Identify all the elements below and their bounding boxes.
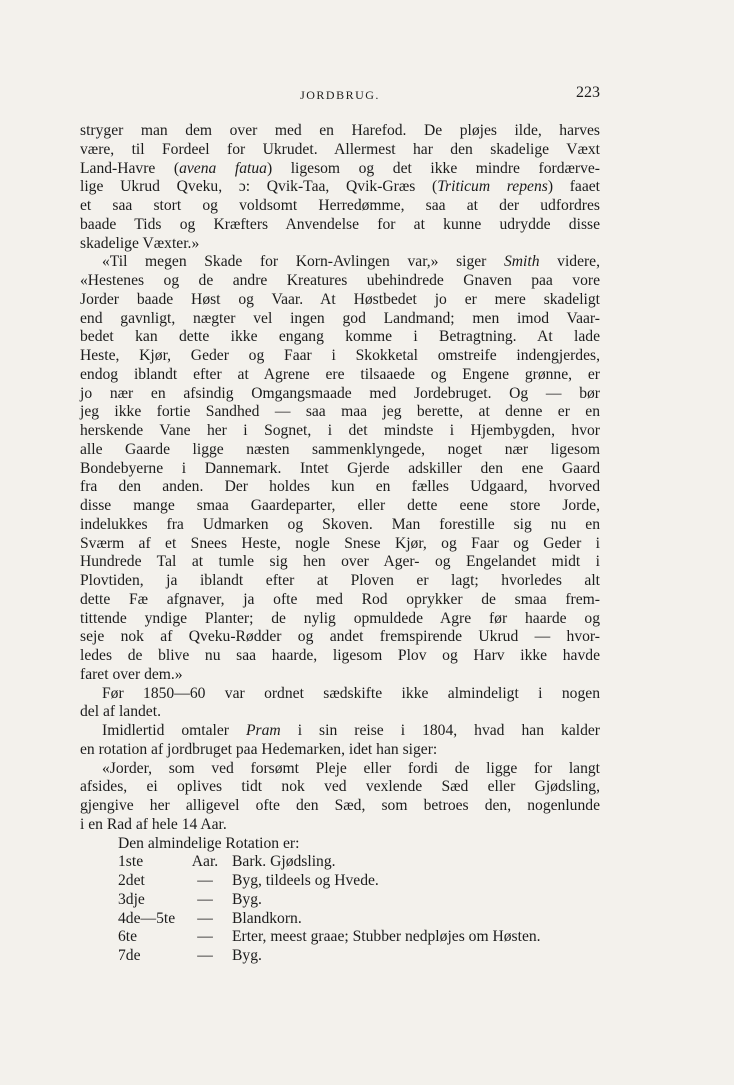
- text-line: Plovtiden, ja iblandt efter at Ploven er lagt; hvorledes alt: [80, 572, 600, 589]
- rotation-crop: Bark. Gjødsling.: [232, 853, 336, 871]
- text-line: disse mange smaa Gaardeparter, eller dette eene store Jorde,: [80, 497, 600, 514]
- text-line: faret over dem.»: [80, 665, 183, 683]
- text-line: et saa stort og voldsomt Herredømme, saa at der udfordres: [80, 197, 600, 214]
- paragraph-2: [80, 253, 600, 684]
- paragraph-5: [80, 760, 600, 835]
- rotation-row: [80, 853, 600, 872]
- text-line: seje nok af Qveku-Rødder og andet fremspirende Ukrud — hvor-: [80, 628, 600, 646]
- text-line: jo nær en afsindig Omgangsmaade med Jordebruget. Og — bør: [80, 384, 600, 402]
- text-line: afsides, ei oplives tidt nok ved vexlende Sæd eller Gjødsling,: [80, 778, 600, 796]
- rotation-table: [80, 835, 600, 966]
- rotation-crop: Blandkorn.: [232, 909, 302, 927]
- text-line: være, til Fordeel for Ukrudet. Allermest har den skadelige Væxt: [80, 140, 600, 158]
- text-line: baade Tids og Kræfters Anvendelse for at kunne udrydde disse: [80, 215, 600, 233]
- text-line: en rotation af jordbruget paa Hedemarken, idet han siger:: [80, 740, 438, 758]
- text-line: tittende yndige Planter; de nylig opmuldede Agre før haarde og: [80, 609, 600, 627]
- rotation-row: [80, 928, 600, 947]
- text-line: skadelige Væxter.»: [80, 234, 200, 252]
- rotation-year: 6te: [118, 928, 138, 946]
- rotation-year: 4de—5te: [118, 909, 176, 927]
- text-line: bedet kan dette ikke engang komme i Betragtning. At lade: [80, 328, 600, 346]
- rotation-year: 1ste: [118, 853, 144, 871]
- text-line: Hundrede Tal at tumle sig hen over Ager- og Engelandet midt i: [80, 553, 600, 571]
- paragraph-4: [80, 722, 600, 760]
- paragraph-1: [80, 122, 600, 253]
- rotation-mark: —: [197, 890, 213, 908]
- rotation-row: [80, 910, 600, 929]
- rotation-mark: —: [197, 947, 213, 964]
- text-line: i en Rad af hele 14 Aar.: [80, 815, 227, 833]
- text-line: end gavnligt, nægter vel ingen god Landmand; men imod Vaar-: [80, 309, 600, 327]
- rotation-crop: Erter, meest graae; Stubber nedpløjes om Høsten.: [232, 928, 541, 946]
- text-line: Land-Havre (avena fatua) ligesom og det ikke mindre fordærve-: [80, 159, 601, 177]
- text-line: Imidlertid omtaler Pram i sin reise i 1804, hvad han kalder: [102, 722, 600, 739]
- text-line: Heste, Kjør, Geder og Faar i Skokketal omstreife indengjerdes,: [80, 347, 600, 364]
- text-line: indelukkes fra Udmarken og Skoven. Man forestille sig nu en: [80, 515, 600, 533]
- rotation-mark: Aar.: [191, 853, 219, 871]
- rotation-year: 3dje: [118, 890, 145, 908]
- rotation-crop: Byg.: [232, 947, 262, 964]
- text-line: Sværm af et Snees Heste, nogle Snese Kjør, og Faar og Geder i: [80, 534, 600, 552]
- rotation-row: [80, 891, 600, 910]
- rotation-year: 2det: [118, 872, 145, 889]
- text-line: dette Fæ afgnaver, ja ofte med Rod oprykker de smaa frem-: [80, 590, 600, 608]
- text-line: endog iblandt efter at Agrene ere tilsaaede og Engene grønne, er: [80, 365, 600, 383]
- rotation-mark: —: [197, 872, 213, 889]
- text-line: «Til megen Skade for Korn-Avlingen var,» siger Smith videre,: [102, 253, 601, 271]
- rotation-intro: Den almindelige Rotation er:: [118, 834, 300, 852]
- paragraph-3: [80, 685, 600, 723]
- text-line: Bondebyerne i Dannemark. Intet Gjerde adskiller den ene Gaard: [80, 459, 600, 477]
- running-title: JORDBRUG.: [300, 88, 380, 102]
- rotation-crop: Byg.: [232, 890, 262, 908]
- text-line: del af landet.: [80, 703, 161, 721]
- text-line: Jorder baade Høst og Vaar. At Høstbedet jo er mere skadeligt: [80, 290, 600, 308]
- rotation-mark: —: [197, 909, 213, 927]
- text-line: lige Ukrud Qveku, ɔ: Qvik-Taa, Qvik-Græs (Triticum repens) faaet: [80, 178, 600, 196]
- text-line: herskende Vane her i Sognet, i det mindste i Hjembygden, hvor: [80, 422, 600, 439]
- rotation-mark: —: [197, 928, 213, 946]
- text-line: Før 1850—60 var ordnet sædskifte ikke almindeligt i nogen: [102, 684, 600, 702]
- text-line: stryger man dem over med en Harefod. De pløjes ilde, harves: [80, 122, 600, 139]
- page-number: 223: [576, 84, 600, 101]
- rotation-row: [80, 947, 600, 966]
- rotation-row: [80, 872, 600, 891]
- text-line: jeg ikke fortie Sandhed — saa maa jeg berette, at denne er en: [80, 403, 600, 421]
- page-header: [80, 84, 600, 104]
- text-line: fra den anden. Der holdes kun en fælles Udgaard, hvorved: [80, 478, 600, 496]
- text-line: «Hestenes og de andre Kreatures ubehindrede Gnaven paa vore: [80, 272, 600, 289]
- rotation-year: 7de: [118, 947, 141, 964]
- text-line: ledes de blive nu saa haarde, ligesom Plov og Harv ikke havde: [80, 647, 600, 664]
- page-body: [80, 122, 600, 966]
- rotation-crop: Byg, tildeels og Hvede.: [232, 872, 379, 889]
- text-line: alle Gaarde ligge næsten sammenklyngede, noget nær ligesom: [80, 440, 600, 458]
- text-line: gjengive her alligevel ofte den Sæd, som betroes den, nogenlunde: [80, 797, 600, 814]
- text-line: «Jorder, som ved forsømt Pleje eller fordi de ligge for langt: [102, 759, 600, 777]
